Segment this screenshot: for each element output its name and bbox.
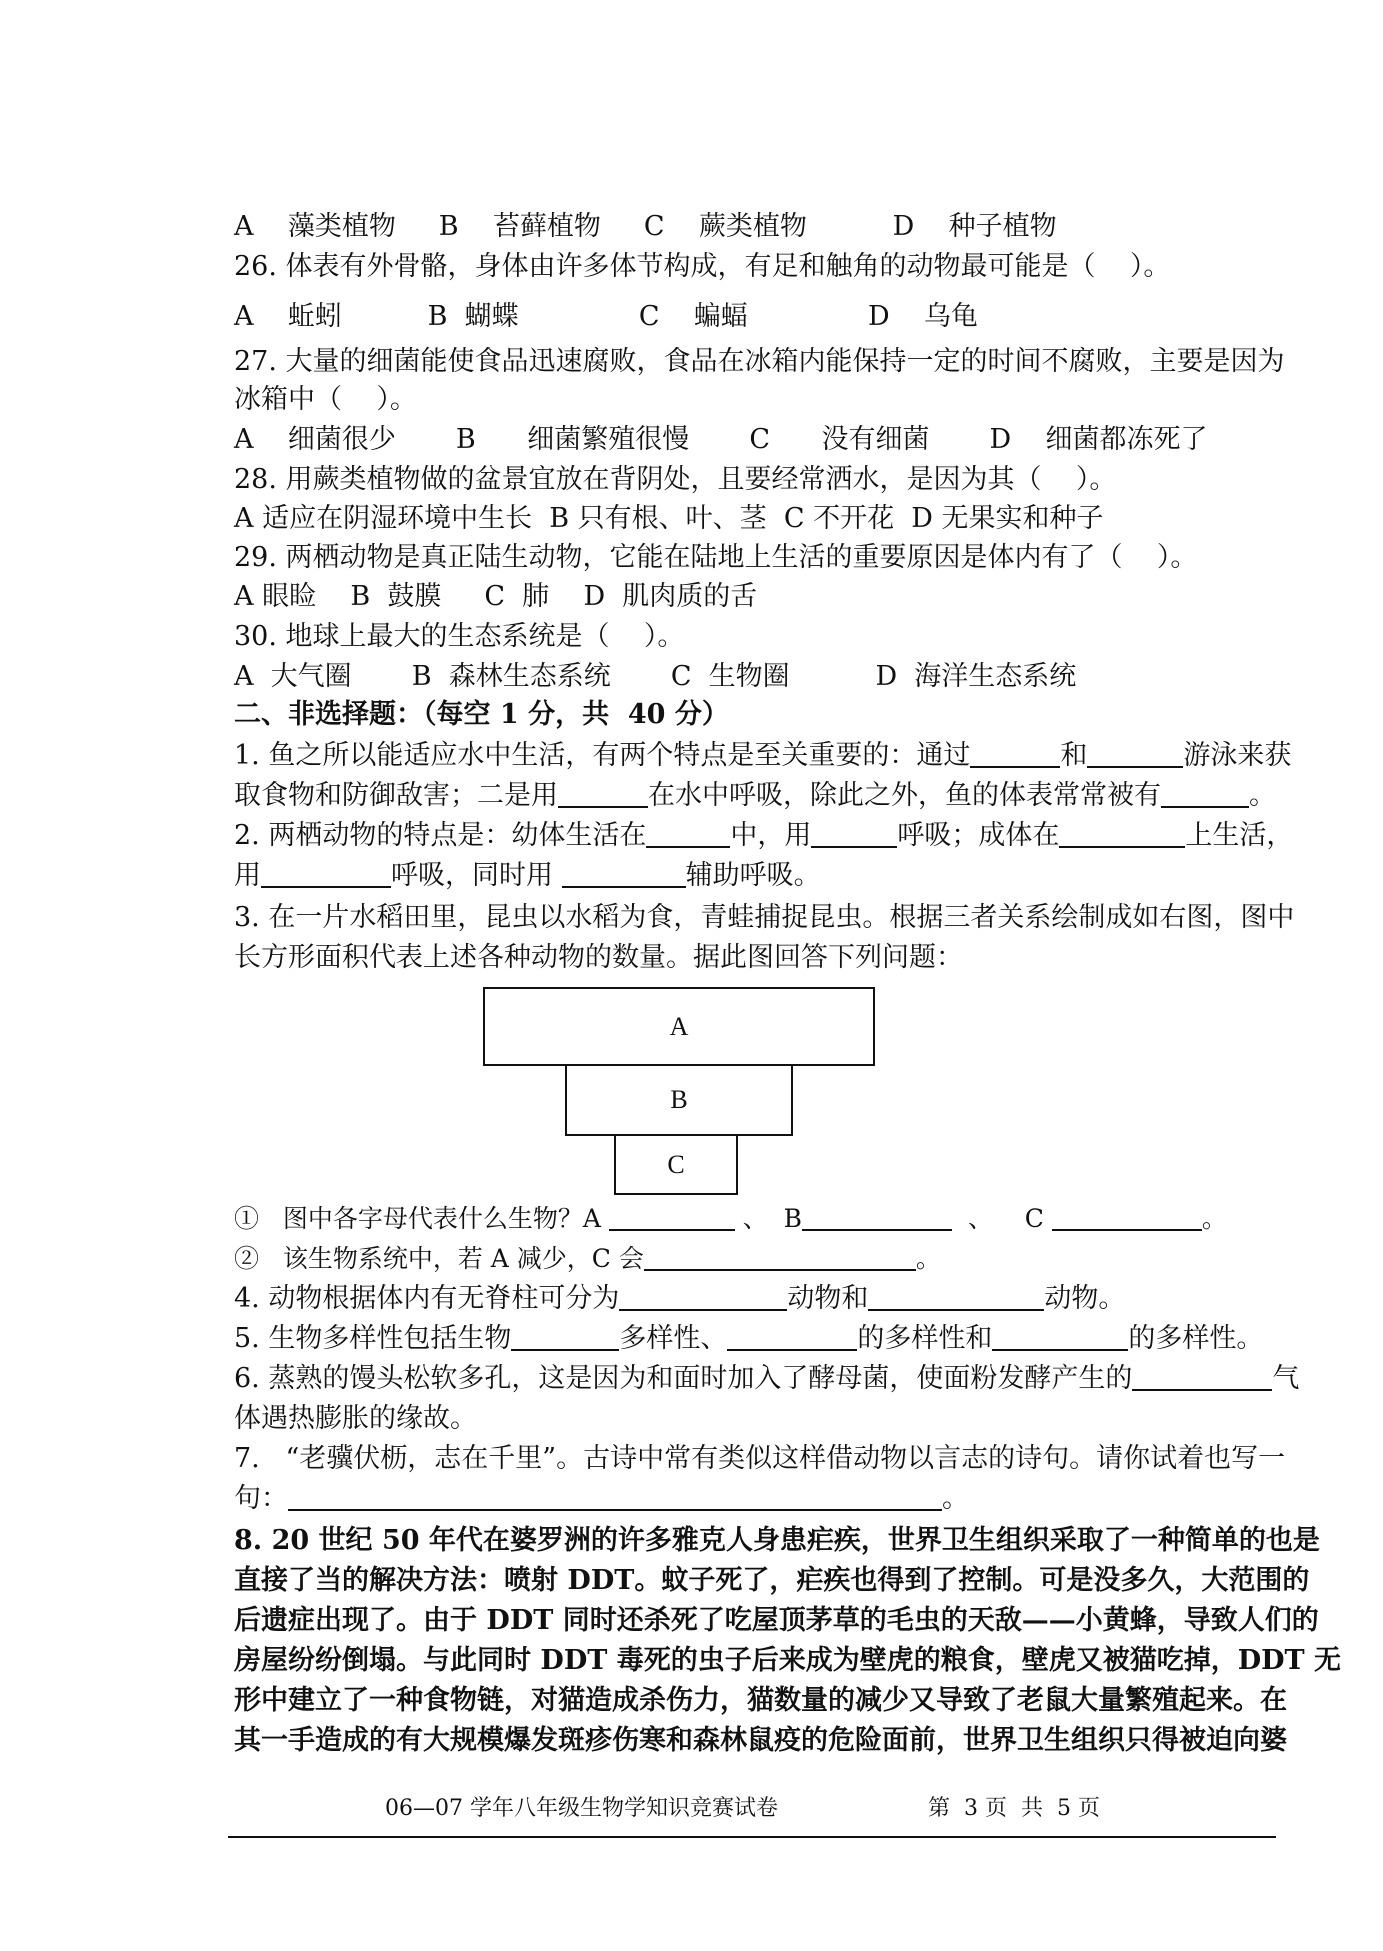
n2-text: 用: [234, 860, 261, 891]
answer-blank[interactable]: [511, 1323, 619, 1351]
n8-line: 形中建立了一种食物链，对猫造成杀伤力，猫数量的减少又导致了老鼠大量繁殖起来。在: [234, 1685, 1287, 1716]
n4-text: 动物。: [1044, 1283, 1126, 1314]
n1-text: 游泳来获: [1183, 740, 1292, 771]
section2-title: 二、非选择题：（每空 1 分，共 40 分）: [234, 699, 729, 730]
answer-blank[interactable]: [558, 780, 648, 808]
q27-stem-cont: 冰箱中（ ）。: [234, 384, 417, 415]
answer-blank[interactable]: [644, 1243, 916, 1271]
answer-blank[interactable]: [1087, 740, 1183, 768]
n6-text: 6. 蒸熟的馒头松软多孔，这是因为和面时加入了酵母菌，使面粉发酵产生的: [234, 1363, 1133, 1394]
n1-text: 。: [1249, 780, 1276, 811]
n2-text: 呼吸，同时用: [391, 860, 562, 891]
n2-line2: [234, 859, 821, 893]
pyramid-box-c: [614, 1134, 738, 1195]
n5-text: 的多样性。: [1128, 1323, 1264, 1354]
n2-text: 呼吸；成体在: [897, 820, 1060, 851]
n4-line: [234, 1282, 1125, 1316]
answer-blank[interactable]: [811, 820, 897, 848]
n1-text: 1. 鱼之所以能适应水中生活，有两个特点是至关重要的：通过: [234, 740, 971, 771]
answer-blank[interactable]: [261, 860, 391, 888]
n1-line2: [234, 779, 1276, 813]
n2-text: 中，用: [730, 820, 812, 851]
answer-blank[interactable]: [619, 1283, 787, 1311]
n3-q1: [234, 1202, 1227, 1236]
box-label: C: [667, 1149, 685, 1179]
footer-divider: [228, 1836, 1276, 1838]
footer-page: 第 3 页 共 5 页: [928, 1796, 1100, 1821]
n8-line: 房屋纷纷倒塌。与此同时 DDT 毒死的虫子后来成为壁虎的粮食，壁虎又被猫吃掉，DDT 无: [234, 1645, 1342, 1676]
pyramid-box-a: [483, 987, 875, 1066]
n2-text: 2. 两栖动物的特点是：幼体生活在: [234, 820, 647, 851]
n3-text: 、 B: [734, 1204, 803, 1233]
q28-stem: 28. 用蕨类植物做的盆景宜放在背阴处，且要经常洒水，是因为其（ ）。: [234, 464, 1117, 495]
q29-stem: 29. 两栖动物是真正陆生动物，它能在陆地上生活的重要原因是体内有了（ ）。: [234, 542, 1198, 573]
n2-text: 辅助呼吸。: [685, 860, 821, 891]
n1-text: 取食物和防御敌害；二是用: [234, 780, 558, 811]
q25-options: A 藻类植物 B 苔藓植物 C 蕨类植物 D 种子植物: [234, 211, 1057, 242]
n2-line1: [234, 819, 1293, 853]
n6-line1: [234, 1362, 1299, 1396]
q26-options: A 蚯蚓 B 蝴蝶 C 蝙蝠 D 乌龟: [234, 301, 978, 332]
n7-text: 。: [942, 1483, 969, 1514]
footer-title: 06—07 学年八年级生物学知识竞赛试卷: [385, 1796, 778, 1821]
n8-line: 8. 20 世纪 50 年代在婆罗洲的许多雅克人身患疟疾，世界卫生组织采取了一种简单的也是: [234, 1525, 1320, 1556]
n3-text: 。: [915, 1244, 941, 1273]
q29-options: A 眼睑 B 鼓膜 C 肺 D 肌肉质的舌: [234, 581, 758, 612]
answer-blank[interactable]: [609, 1203, 735, 1231]
n7-text: 句：: [234, 1483, 288, 1514]
n6-line2: 体遇热膨胀的缘故。: [234, 1403, 477, 1434]
q26-stem: 26. 体表有外骨骼，身体由许多体节构成，有足和触角的动物最可能是（ ）。: [234, 251, 1171, 282]
n3-text: 。: [1201, 1204, 1227, 1233]
n3-text: ② 该生物系统中，若 A 减少，C 会: [234, 1244, 644, 1273]
n1-text: 和: [1060, 740, 1088, 771]
q30-stem: 30. 地球上最大的生态系统是（ ）。: [234, 621, 685, 652]
n3-line2: 长方形面积代表上述各种动物的数量。据此图回答下列问题：: [234, 942, 963, 973]
answer-blank[interactable]: [646, 820, 730, 848]
n5-text: 的多样性和: [857, 1323, 993, 1354]
answer-blank[interactable]: [992, 1323, 1128, 1351]
q30-options: A 大气圈 B 森林生态系统 C 生物圈 D 海洋生态系统: [234, 661, 1077, 692]
answer-blank[interactable]: [1132, 1363, 1272, 1391]
n2-text: 上生活，: [1185, 820, 1294, 851]
answer-blank[interactable]: [1161, 780, 1249, 808]
answer-blank[interactable]: [1052, 1203, 1202, 1231]
n5-text: 多样性、: [619, 1323, 728, 1354]
n3-line1: 3. 在一片水稻田里，昆虫以水稻为食，青蛙捕捉昆虫。根据三者关系绘制成如右图，图中: [234, 902, 1295, 933]
n6-text: 气: [1272, 1363, 1300, 1394]
answer-blank[interactable]: [1059, 820, 1185, 848]
n3-text: 、 C: [952, 1204, 1052, 1233]
n4-text: 动物和: [787, 1283, 869, 1314]
n7-line2: [234, 1482, 969, 1516]
q27-stem: 27. 大量的细菌能使食品迅速腐败，食品在冰箱内能保持一定的时间不腐败，主要是因为: [234, 346, 1285, 377]
n5-text: 5. 生物多样性包括生物: [234, 1323, 512, 1354]
answer-blank[interactable]: [562, 860, 686, 888]
answer-blank[interactable]: [727, 1323, 857, 1351]
n4-text: 4. 动物根据体内有无脊柱可分为: [234, 1283, 620, 1314]
n3-q2: [234, 1242, 941, 1276]
answer-blank[interactable]: [802, 1203, 952, 1231]
answer-blank[interactable]: [868, 1283, 1044, 1311]
n1-text: 在水中呼吸，除此之外，鱼的体表常常被有: [648, 780, 1161, 811]
n8-line: 直接了当的解决方法：喷射 DDT。蚊子死了，疟疾也得到了控制。可是没多久，大范围的: [234, 1565, 1310, 1596]
q28-options: A 适应在阴湿环境中生长 B 只有根、叶、茎 C 不开花 D 无果实和种子: [234, 503, 1104, 534]
n5-line: [234, 1322, 1263, 1356]
answer-blank[interactable]: [970, 740, 1060, 768]
n8-line: 后遗症出现了。由于 DDT 同时还杀死了吃屋顶茅草的毛虫的天敌——小黄蜂，导致人们的: [234, 1605, 1319, 1636]
answer-blank[interactable]: [288, 1483, 942, 1511]
q27-options: A 细菌很少 B 细菌繁殖很慢 C 没有细菌 D 细菌都冻死了: [234, 424, 1208, 455]
pyramid-box-b: [565, 1064, 793, 1136]
n7-line1: 7. “老骥伏枥，志在千里”。古诗中常有类似这样借动物以言志的诗句。请你试着也写一: [234, 1443, 1286, 1474]
box-label: A: [669, 1011, 689, 1041]
n3-text: ① 图中各字母代表什么生物？A: [234, 1204, 609, 1233]
box-label: B: [670, 1085, 688, 1114]
n8-line: 其一手造成的有大规模爆发斑疹伤寒和森林鼠疫的危险面前，世界卫生组织只得被迫向婆: [234, 1725, 1287, 1756]
n1-line1: [234, 739, 1291, 773]
